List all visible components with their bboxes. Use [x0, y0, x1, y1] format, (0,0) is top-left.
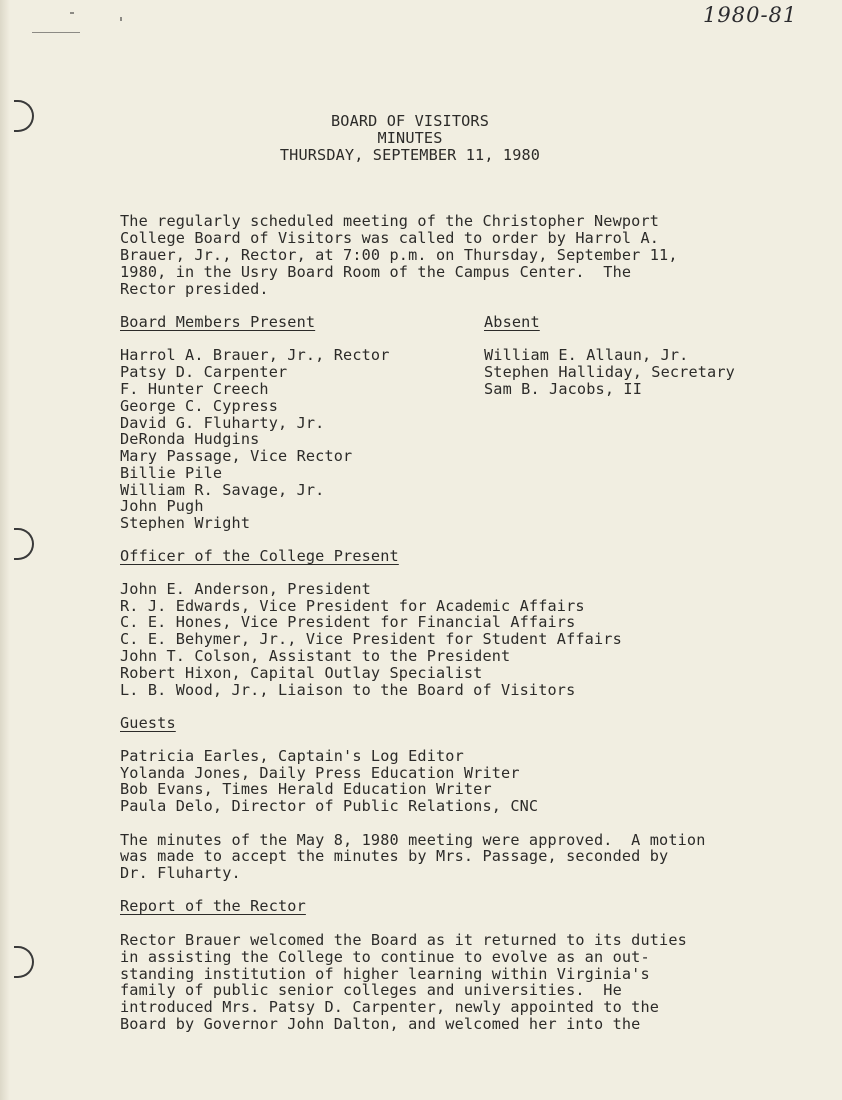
- handwritten-note: 1980-81: [703, 3, 798, 27]
- scan-mark: [32, 32, 80, 33]
- scan-mark: [120, 17, 122, 21]
- member-name: William R. Savage, Jr.: [120, 481, 325, 499]
- absent-name: Stephen Halliday, Secretary: [484, 363, 735, 381]
- page-edge-shadow: [0, 0, 10, 1100]
- absent-name: Sam B. Jacobs, II: [484, 380, 642, 398]
- punch-hole-icon: [14, 946, 34, 978]
- member-name: F. Hunter Creech: [120, 380, 269, 398]
- intro-line: 1980, in the Usry Board Room of the Campus Center. The: [120, 263, 632, 281]
- intro-line: Rector presided.: [120, 280, 269, 298]
- member-name: David G. Fluharty, Jr.: [120, 414, 325, 432]
- members-present-heading: Board Members Present: [120, 313, 316, 331]
- officer-name: R. J. Edwards, Vice President for Academic Affairs: [120, 597, 585, 615]
- member-name: George C. Cypress: [120, 397, 278, 415]
- officer-name: C. E. Hones, Vice President for Financial Affairs: [120, 613, 576, 631]
- header-date: THURSDAY, SEPTEMBER 11, 1980: [279, 146, 541, 164]
- minutes-line: Dr. Fluharty.: [120, 864, 241, 882]
- guest-name: Paula Delo, Director of Public Relations, CNC: [120, 797, 539, 815]
- punch-hole-icon: [14, 528, 34, 560]
- rector-report-line: standing institution of higher learning within Virginia's: [120, 965, 650, 983]
- member-name: DeRonda Hudgins: [120, 430, 260, 448]
- rector-report-line: Board by Governor John Dalton, and welcomed her into the: [120, 1015, 641, 1033]
- member-name: Harrol A. Brauer, Jr., Rector: [120, 346, 390, 364]
- rector-report-line: introduced Mrs. Patsy D. Carpenter, newly appointed to the: [120, 998, 660, 1016]
- member-name: Stephen Wright: [120, 514, 251, 532]
- scan-mark: [70, 12, 74, 14]
- rector-report-heading: Report of the Rector: [120, 897, 306, 915]
- guest-name: Bob Evans, Times Herald Education Writer: [120, 780, 492, 798]
- guest-name: Patricia Earles, Captain's Log Editor: [120, 747, 464, 765]
- guest-name: Yolanda Jones, Daily Press Education Writer: [120, 764, 520, 782]
- intro-line: Brauer, Jr., Rector, at 7:00 p.m. on Thursday, September 11,: [120, 246, 678, 264]
- officers-heading: Officer of the College Present: [120, 547, 399, 565]
- rector-report-line: family of public senior colleges and universities. He: [120, 981, 622, 999]
- officer-name: C. E. Behymer, Jr., Vice President for Student Affairs: [120, 630, 622, 648]
- officer-name: L. B. Wood, Jr., Liaison to the Board of Visitors: [120, 681, 576, 699]
- member-name: Patsy D. Carpenter: [120, 363, 288, 381]
- officer-name: Robert Hixon, Capital Outlay Specialist: [120, 664, 483, 682]
- rector-report-line: Rector Brauer welcomed the Board as it returned to its duties: [120, 931, 687, 949]
- header-subtitle: MINUTES: [377, 129, 443, 147]
- guests-heading: Guests: [120, 714, 176, 732]
- officer-name: John E. Anderson, President: [120, 580, 371, 598]
- rector-report-line: in assisting the College to continue to evolve as an out-: [120, 948, 650, 966]
- member-name: Billie Pile: [120, 464, 223, 482]
- punch-hole-icon: [14, 100, 34, 132]
- absent-name: William E. Allaun, Jr.: [484, 346, 689, 364]
- intro-line: The regularly scheduled meeting of the Christopher Newport: [120, 212, 660, 230]
- member-name: John Pugh: [120, 497, 204, 515]
- member-name: Mary Passage, Vice Rector: [120, 447, 353, 465]
- header-title: BOARD OF VISITORS: [331, 112, 489, 130]
- intro-line: College Board of Visitors was called to order by Harrol A.: [120, 229, 660, 247]
- officer-name: John T. Colson, Assistant to the President: [120, 647, 511, 665]
- minutes-line: was made to accept the minutes by Mrs. Passage, seconded by: [120, 847, 669, 865]
- absent-heading: Absent: [484, 313, 540, 331]
- minutes-line: The minutes of the May 8, 1980 meeting were approved. A motion: [120, 831, 706, 849]
